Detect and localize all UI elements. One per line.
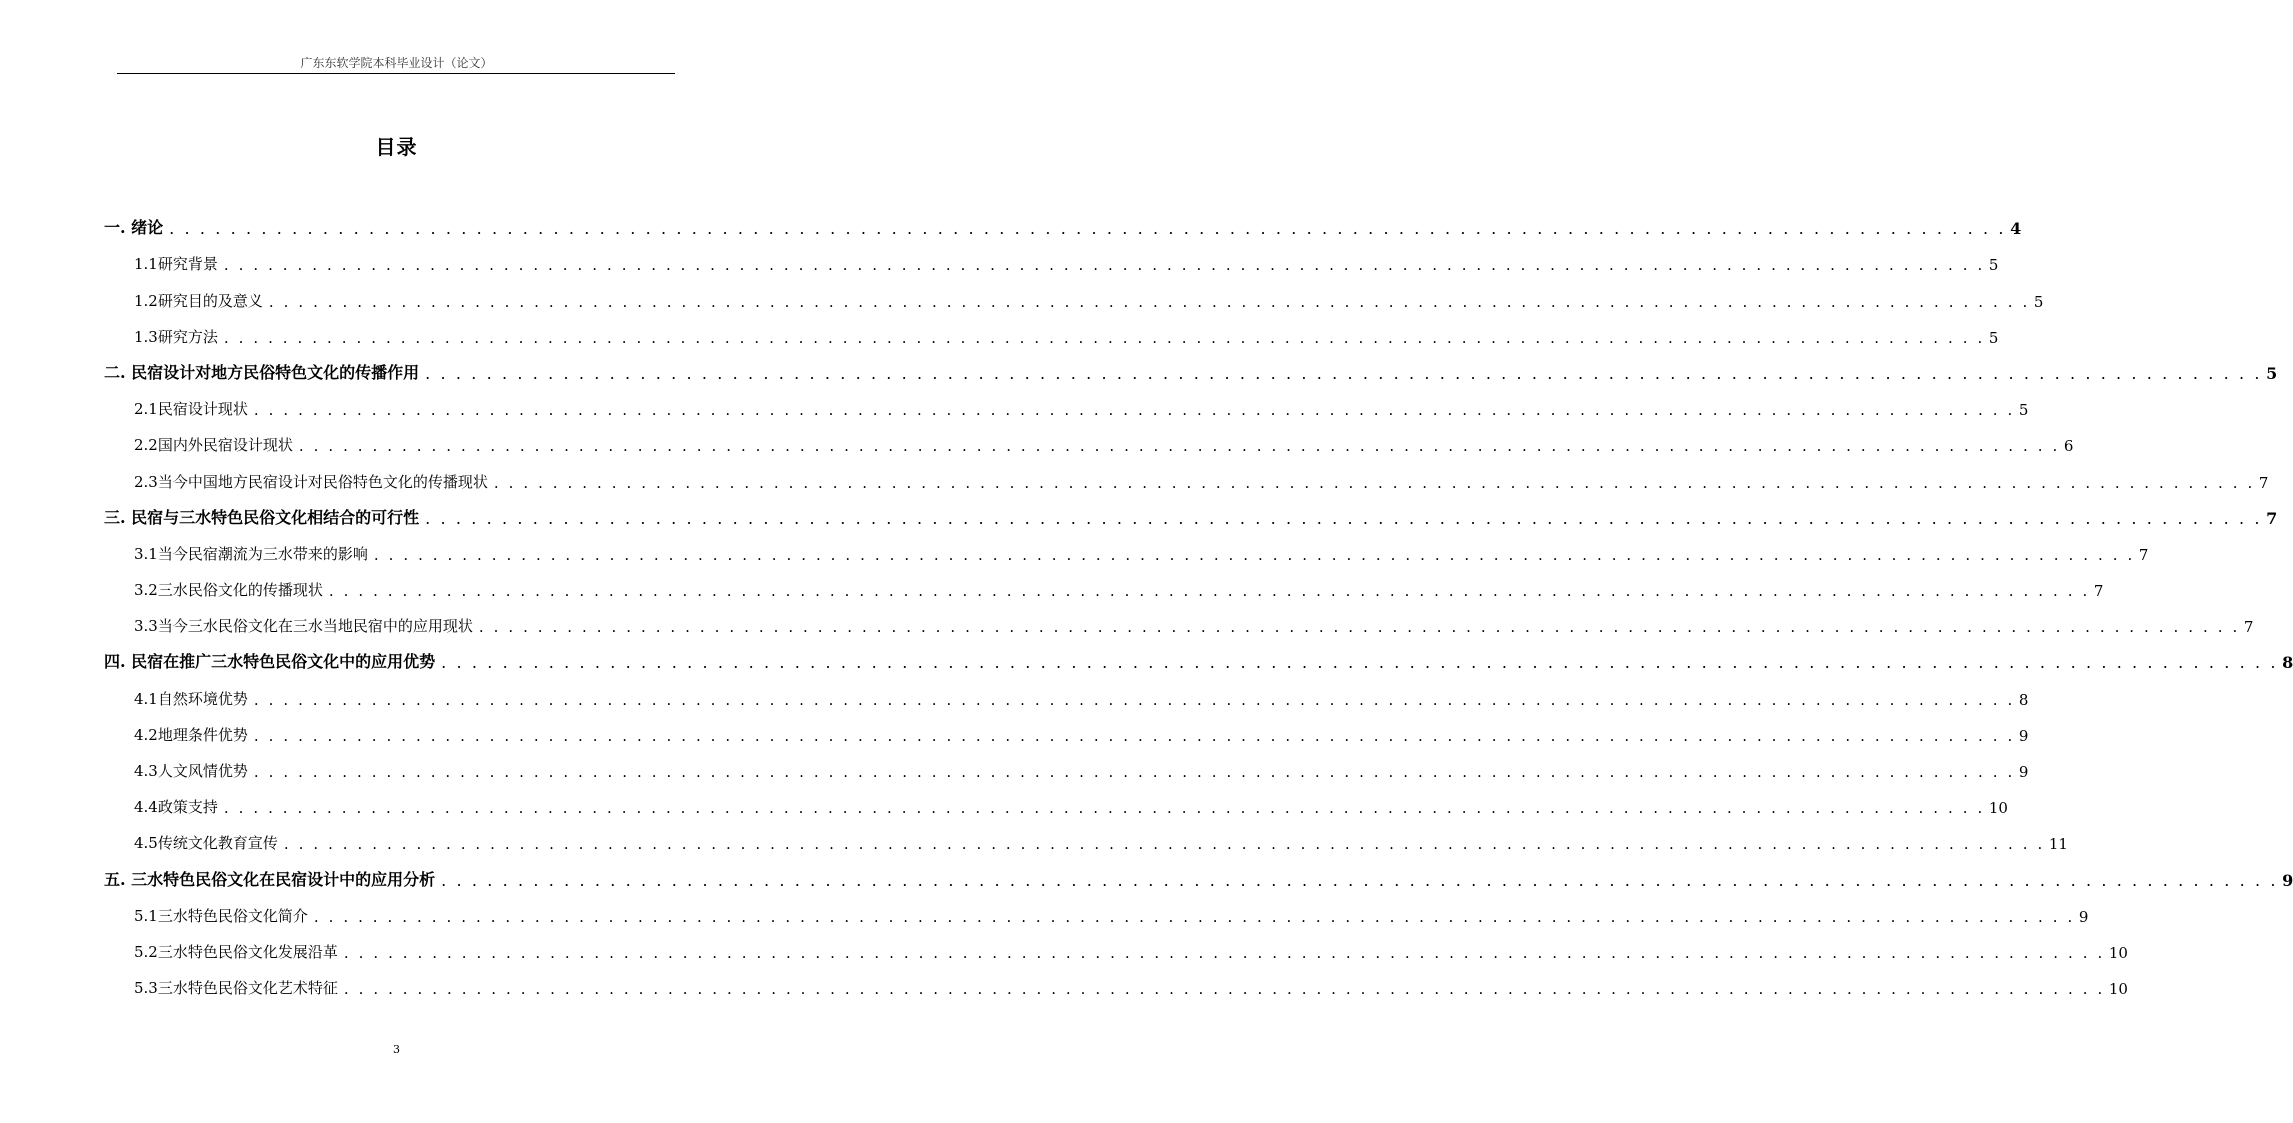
toc-dot-leader: . . . . . . . . . . . . . . . . . . . . . . . . . . . . . . . . . . . . . . . . . . . . . . . . . . . . . . . . . . . . . . . . . . . . . . . . . . . . . . . . . . . . . . . . . . . . . . . . . . . . . . . . . . . . . . . . . . . . . . . . (328, 582, 2090, 601)
toc-section-entry[interactable] (104, 672, 2029, 709)
toc-entry-label: 1.3研究方法 (134, 327, 218, 346)
toc-entry-page: 10 (1988, 799, 2008, 818)
toc-entry-page: 5 (2266, 363, 2278, 383)
toc-entry-label: 4.4政策支持 (134, 798, 218, 817)
toc-entry-label: 2.2国内外民宿设计现状 (134, 436, 293, 455)
toc-dot-leader: . . . . . . . . . . . . . . . . . . . . . . . . . . . . . . . . . . . . . . . . . . . . . . . . . . . . . . . . . . . . . . . . . . . . . . . . . . . . . . . . . . . . . . . . . . . . . . . . . . . . . . . . . . . . . . . . . . . . . . . . (441, 870, 2279, 890)
toc-entry-label: 四. 民宿在推广三水特色民俗文化中的应用优势 (104, 652, 436, 672)
toc-section-entry[interactable] (104, 528, 2149, 564)
toc-section-entry[interactable] (104, 817, 2068, 854)
toc-entry-label: 5.1三水特色民俗文化简介 (134, 906, 308, 925)
page-number: 3 (393, 1043, 400, 1056)
toc-entry-page: 9 (2078, 907, 2089, 926)
toc-entry-label: 4.2地理条件优势 (134, 725, 248, 744)
toc-entry-page: 4 (2010, 219, 2022, 239)
toc-dot-leader: . . . . . . . . . . . . . . . . . . . . . . . . . . . . . . . . . . . . . . . . . . . . . . . . . . . . . . . . . . . . . . . . . . . . . . . . . . . . . . . . . . . . . . . . . . . . . . . . . . . . . . . . . . . . . . . . . . . . . . . . (223, 799, 1985, 818)
toc-entry-page: 5 (2033, 292, 2044, 311)
toc-entry-label: 五. 三水特色民俗文化在民宿设计中的应用分析 (104, 869, 436, 889)
toc-chapter-entry[interactable] (104, 853, 2293, 890)
toc-entry-label: 3.1当今民宿潮流为三水带来的影响 (134, 544, 368, 563)
toc-entry-label: 4.1自然环境优势 (134, 689, 248, 708)
toc-section-entry[interactable] (104, 926, 2128, 962)
toc-section-entry[interactable] (104, 600, 2254, 637)
toc-entry-page: 7 (2138, 545, 2149, 564)
toc-dot-leader: . . . . . . . . . . . . . . . . . . . . . . . . . . . . . . . . . . . . . . . . . . . . . . . . . . . . . . . . . . . . . . . . . . . . . . . . . . . . . . . . . . . . . . . . . . . . . . . . . . . . . . . . . . . . . . . . . . . . . . . . (343, 980, 2105, 999)
toc-section-entry[interactable] (104, 274, 2044, 311)
toc-entry-page: 9 (2018, 763, 2029, 781)
toc-dot-leader: . . . . . . . . . . . . . . . . . . . . . . . . . . . . . . . . . . . . . . . . . . . . . . . . . . . . . . . . . . . . . . . . . . . . . . . . . . . . . . . . . . . . . . . . . . . . . . . . . . . . . . . . . . . . . . . . . . . . . . . . (253, 763, 2015, 781)
toc-chapter-entry[interactable] (104, 202, 2022, 239)
toc-entry-page: 10 (2108, 980, 2128, 999)
toc-entry-label: 二. 民宿设计对地方民俗特色文化的传播作用 (104, 362, 420, 382)
toc-entry-label: 三. 民宿与三水特色民俗文化相结合的可行性 (104, 507, 420, 527)
toc-entry-page: 5 (1988, 256, 1999, 275)
toc-entry-label: 5.2三水特色民俗文化发展沿革 (134, 942, 338, 961)
toc-section-entry[interactable] (104, 709, 2029, 745)
toc-entry-page: 8 (2018, 690, 2029, 709)
toc-entry-label: 3.2三水民俗文化的传播现状 (134, 581, 323, 600)
toc-entry-label: 1.1研究背景 (134, 255, 218, 274)
toc-chapter-entry[interactable] (104, 492, 2278, 528)
toc-section-entry[interactable] (104, 455, 2269, 492)
toc-dot-leader: . . . . . . . . . . . . . . . . . . . . . . . . . . . . . . . . . . . . . . . . . . . . . . . . . . . . . . . . . . . . . . . . . . . . . . . . . . . . . . . . . . . . . . . . . . . . . . . . . . . . . . . . . . . . . . . . . . . . . . . . (268, 292, 2030, 311)
toc-entry-label: 3.3当今三水民俗文化在三水当地民宿中的应用现状 (134, 617, 473, 636)
toc-chapter-entry[interactable] (104, 636, 2293, 673)
toc-dot-leader: . . . . . . . . . . . . . . . . . . . . . . . . . . . . . . . . . . . . . . . . . . . . . . . . . . . . . . . . . . . . . . . . . . . . . . . . . . . . . . . . . . . . . . . . . . . . . . . . . . . . . . . . . . . . . . . . . . . . . . . . (283, 835, 2045, 854)
toc-entry-label: 1.2研究目的及意义 (134, 291, 263, 310)
toc-section-entry[interactable] (104, 564, 2104, 601)
table-of-contents (104, 202, 2293, 999)
toc-entry-page: 5 (2018, 401, 2029, 420)
toc-entry-page: 7 (2258, 473, 2269, 492)
toc-entry-page: 8 (2282, 653, 2293, 673)
toc-dot-leader: . . . . . . . . . . . . . . . . . . . . . . . . . . . . . . . . . . . . . . . . . . . . . . . . . . . . . . . . . . . . . . . . . . . . . . . . . . . . . . . . . . . . . . . . . . . . . . . . . . . . . . . . . . . . . . . . . . . . . . . . (223, 328, 1985, 347)
toc-section-entry[interactable] (104, 238, 1999, 275)
toc-dot-leader: . . . . . . . . . . . . . . . . . . . . . . . . . . . . . . . . . . . . . . . . . . . . . . . . . . . . . . . . . . . . . . . . . . . . . . . . . . . . . . . . . . . . . . . . . . . . . . . . . . . . . . . . . . . . . . . . . . . . . . . . (223, 256, 1985, 275)
toc-entry-page: 11 (2048, 835, 2068, 854)
toc-entry-page: 5 (1988, 328, 1999, 347)
toc-entry-label: 5.3三水特色民俗文化艺术特征 (134, 979, 338, 998)
toc-section-entry[interactable] (104, 781, 2008, 818)
toc-entry-page: 9 (2018, 726, 2029, 745)
toc-entry-page: 10 (2108, 943, 2128, 962)
toc-dot-leader: . . . . . . . . . . . . . . . . . . . . . . . . . . . . . . . . . . . . . . . . . . . . . . . . . . . . . . . . . . . . . . . . . . . . . . . . . . . . . . . . . . . . . . . . . . . . . . . . . . . . . . . . . . . . . . . . . . . . . . . . (478, 618, 2240, 637)
toc-section-entry[interactable] (104, 419, 2074, 456)
toc-dot-leader: . . . . . . . . . . . . . . . . . . . . . . . . . . . . . . . . . . . . . . . . . . . . . . . . . . . . . . . . . . . . . . . . . . . . . . . . . . . . . . . . . . . . . . . . . . . . . . . . . . . . . . . . . . . . . . . . . . . . . . . . (253, 726, 2015, 745)
toc-dot-leader: . . . . . . . . . . . . . . . . . . . . . . . . . . . . . . . . . . . . . . . . . . . . . . . . . . . . . . . . . . . . . . . . . . . . . . . . . . . . . . . . . . . . . . . . . . . . . . . . . . . . . . . . . . . . . . . . . . . . . . . . (298, 437, 2060, 456)
toc-dot-leader: . . . . . . . . . . . . . . . . . . . . . . . . . . . . . . . . . . . . . . . . . . . . . . . . . . . . . . . . . . . . . . . . . . . . . . . . . . . . . . . . . . . . . . . . . . . . . . . . . . . . . . . . . . . . . . . . . . . . . . . . (253, 690, 2015, 709)
toc-entry-label: 4.3人文风情优势 (134, 762, 248, 780)
header-rule (117, 73, 675, 74)
page-title: 目录 (375, 135, 418, 159)
toc-section-entry[interactable] (104, 383, 2029, 420)
toc-entry-page: 7 (2266, 508, 2278, 528)
toc-dot-leader: . . . . . . . . . . . . . . . . . . . . . . . . . . . . . . . . . . . . . . . . . . . . . . . . . . . . . . . . . . . . . . . . . . . . . . . . . . . . . . . . . . . . . . . . . . . . . . . . . . . . . . . . . . . . . . . . . . . . . . . . (441, 653, 2279, 673)
toc-section-entry[interactable] (104, 890, 2089, 926)
toc-chapter-entry[interactable] (104, 347, 2278, 383)
toc-entry-page: 6 (2063, 437, 2074, 456)
toc-entry-label: 2.3当今中国地方民宿设计对民俗特色文化的传播现状 (134, 472, 488, 491)
toc-entry-page: 7 (2093, 582, 2104, 601)
toc-dot-leader: . . . . . . . . . . . . . . . . . . . . . . . . . . . . . . . . . . . . . . . . . . . . . . . . . . . . . . . . . . . . . . . . . . . . . . . . . . . . . . . . . . . . . . . . . . . . . . . . . . . . . . . . . . . . . . . . . . . . . . . . (425, 363, 2263, 383)
toc-dot-leader: . . . . . . . . . . . . . . . . . . . . . . . . . . . . . . . . . . . . . . . . . . . . . . . . . . . . . . . . . . . . . . . . . . . . . . . . . . . . . . . . . . . . . . . . . . . . . . . . . . . . . . . . . . . . . . . . . . . . . . . . (253, 401, 2015, 420)
toc-dot-leader: . . . . . . . . . . . . . . . . . . . . . . . . . . . . . . . . . . . . . . . . . . . . . . . . . . . . . . . . . . . . . . . . . . . . . . . . . . . . . . . . . . . . . . . . . . . . . . . . . . . . . . . . . . . . . . . . . . . . . . . . (169, 219, 2007, 239)
toc-entry-page: 7 (2243, 618, 2254, 637)
toc-entry-label: 一. 绪论 (104, 218, 164, 238)
toc-dot-leader: . . . . . . . . . . . . . . . . . . . . . . . . . . . . . . . . . . . . . . . . . . . . . . . . . . . . . . . . . . . . . . . . . . . . . . . . . . . . . . . . . . . . . . . . . . . . . . . . . . . . . . . . . . . . . . . . . . . . . . . . (343, 943, 2105, 962)
toc-section-entry[interactable] (104, 311, 1999, 347)
toc-dot-leader: . . . . . . . . . . . . . . . . . . . . . . . . . . . . . . . . . . . . . . . . . . . . . . . . . . . . . . . . . . . . . . . . . . . . . . . . . . . . . . . . . . . . . . . . . . . . . . . . . . . . . . . . . . . . . . . . . . . . . . . . (425, 508, 2263, 528)
toc-dot-leader: . . . . . . . . . . . . . . . . . . . . . . . . . . . . . . . . . . . . . . . . . . . . . . . . . . . . . . . . . . . . . . . . . . . . . . . . . . . . . . . . . . . . . . . . . . . . . . . . . . . . . . . . . . . . . . . . . . . . . . . . (493, 473, 2255, 492)
running-header: 广东东软学院本科毕业设计（论文） (300, 56, 493, 70)
toc-dot-leader: . . . . . . . . . . . . . . . . . . . . . . . . . . . . . . . . . . . . . . . . . . . . . . . . . . . . . . . . . . . . . . . . . . . . . . . . . . . . . . . . . . . . . . . . . . . . . . . . . . . . . . . . . . . . . . . . . . . . . . . . (313, 907, 2075, 926)
toc-entry-label: 2.1民宿设计现状 (134, 400, 248, 419)
toc-entry-page: 9 (2282, 870, 2293, 890)
toc-section-entry[interactable] (104, 962, 2128, 999)
toc-entry-label: 4.5传统文化教育宣传 (134, 834, 278, 853)
toc-dot-leader: . . . . . . . . . . . . . . . . . . . . . . . . . . . . . . . . . . . . . . . . . . . . . . . . . . . . . . . . . . . . . . . . . . . . . . . . . . . . . . . . . . . . . . . . . . . . . . . . . . . . . . . . . . . . . . . . . . . . . . . . (373, 545, 2135, 564)
toc-section-entry[interactable] (104, 745, 2029, 781)
